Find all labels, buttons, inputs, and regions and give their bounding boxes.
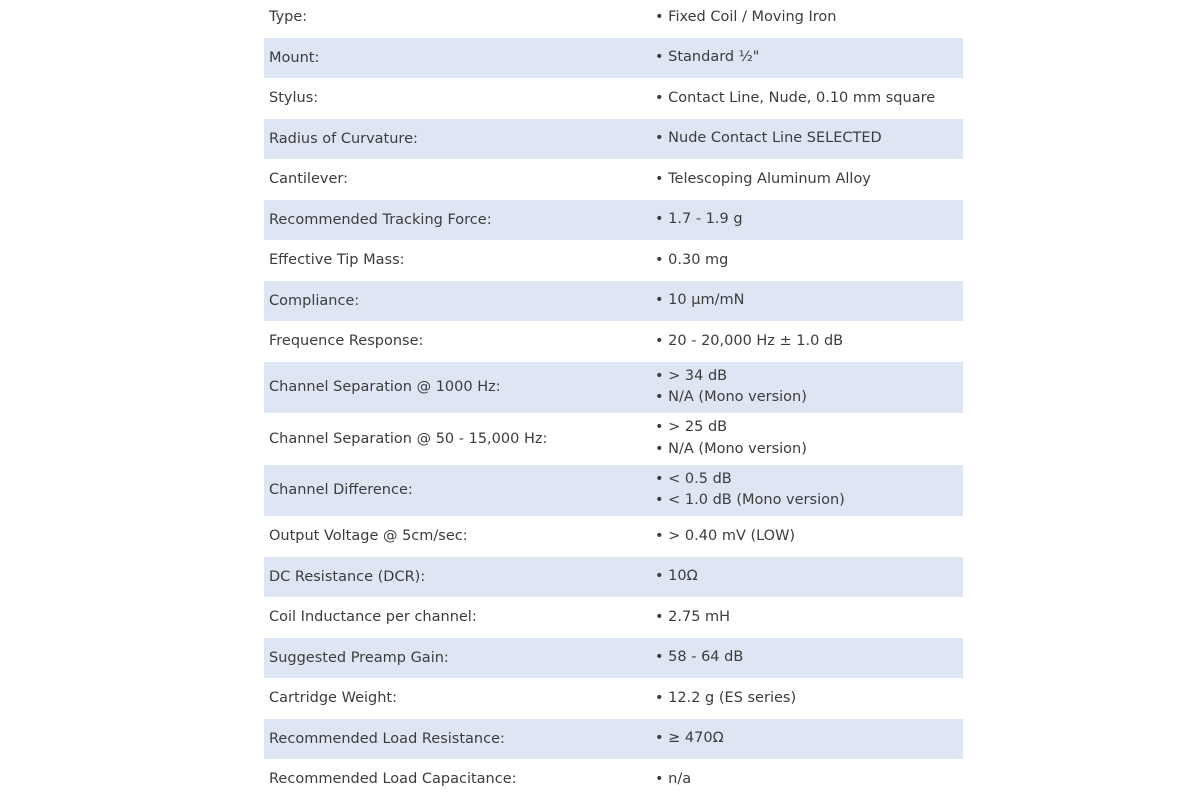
spec-row	[264, 38, 963, 79]
spec-label: DC Resistance (DCR):	[269, 568, 426, 585]
spec-value: • N/A (Mono version)	[655, 440, 807, 457]
spec-values	[655, 290, 963, 312]
spec-label: Stylus:	[269, 90, 319, 107]
spec-row	[264, 362, 963, 414]
spec-values	[655, 688, 963, 710]
spec-label: Channel Difference:	[269, 482, 413, 499]
spec-row	[264, 678, 963, 719]
spec-values	[655, 526, 963, 548]
spec-values	[655, 7, 963, 29]
spec-row	[264, 281, 963, 322]
spec-values	[655, 417, 963, 460]
spec-values	[655, 88, 963, 110]
spec-value: • Contact Line, Nude, 0.10 mm square	[655, 89, 936, 106]
spec-value: • Fixed Coil / Moving Iron	[655, 8, 837, 25]
spec-value: • 58 - 64 dB	[655, 649, 744, 665]
spec-label: Cartridge Weight:	[269, 690, 397, 707]
spec-value: • 1.7 - 1.9 g	[655, 211, 743, 227]
spec-label: Suggested Preamp Gain:	[269, 649, 449, 666]
spec-values	[655, 469, 963, 512]
spec-values	[655, 607, 963, 629]
spec-label: Coil Inductance per channel:	[269, 609, 477, 626]
spec-row	[264, 719, 963, 760]
spec-value: • > 0.40 mV (LOW)	[655, 527, 796, 544]
spec-label: Channel Separation @ 50 - 15,000 Hz:	[269, 430, 548, 447]
spec-value: • > 34 dB	[655, 367, 728, 384]
spec-label: Type:	[269, 9, 308, 26]
spec-values	[655, 728, 963, 750]
spec-value: • 0.30 mg	[655, 251, 729, 268]
spec-value: • 10Ω	[655, 568, 698, 584]
spec-row	[264, 240, 963, 281]
spec-label: Output Voltage @ 5cm/sec:	[269, 528, 468, 545]
spec-values	[655, 566, 963, 588]
spec-row	[264, 321, 963, 362]
spec-value: • Telescoping Aluminum Alloy	[655, 170, 871, 187]
spec-label: Mount:	[269, 49, 320, 66]
spec-row	[264, 78, 963, 119]
spec-row	[264, 200, 963, 241]
spec-row	[264, 413, 963, 465]
spec-values	[655, 47, 963, 69]
spec-values	[655, 128, 963, 150]
spec-value: • n/a	[655, 770, 692, 787]
spec-value: • 20 - 20,000 Hz ± 1.0 dB	[655, 332, 844, 349]
spec-row	[264, 119, 963, 160]
spec-row	[264, 638, 963, 679]
spec-row	[264, 159, 963, 200]
spec-row	[264, 597, 963, 638]
spec-label: Compliance:	[269, 292, 360, 309]
spec-label: Recommended Load Capacitance:	[269, 771, 517, 788]
spec-values	[655, 209, 963, 231]
spec-values	[655, 331, 963, 353]
spec-label: Radius of Curvature:	[269, 130, 418, 147]
spec-label: Effective Tip Mass:	[269, 252, 405, 269]
spec-value: • Nude Contact Line SELECTED	[655, 130, 882, 146]
spec-values	[655, 647, 963, 669]
spec-value: • 12.2 g (ES series)	[655, 689, 797, 706]
spec-value: • 2.75 mH	[655, 608, 731, 625]
spec-values	[655, 769, 963, 791]
spec-label: Channel Separation @ 1000 Hz:	[269, 379, 501, 396]
spec-label: Cantilever:	[269, 171, 348, 188]
spec-label: Frequence Response:	[269, 333, 424, 350]
spec-value: • > 25 dB	[655, 419, 728, 436]
spec-value: • < 0.5 dB	[655, 470, 732, 487]
spec-value: • N/A (Mono version)	[655, 389, 807, 406]
spec-row	[264, 557, 963, 598]
spec-row	[264, 0, 963, 38]
spec-value: • Standard ½"	[655, 49, 760, 65]
spec-row	[264, 516, 963, 557]
spec-value: • 10 μm/mN	[655, 292, 745, 308]
spec-value: • < 1.0 dB (Mono version)	[655, 492, 845, 509]
spec-values	[655, 250, 963, 272]
spec-row	[264, 465, 963, 517]
spec-row	[264, 759, 963, 800]
spec-table	[264, 0, 963, 800]
spec-values	[655, 169, 963, 191]
spec-label: Recommended Tracking Force:	[269, 211, 492, 228]
spec-value: • ≥ 470Ω	[655, 730, 724, 746]
spec-label: Recommended Load Resistance:	[269, 730, 505, 747]
spec-values	[655, 366, 963, 409]
